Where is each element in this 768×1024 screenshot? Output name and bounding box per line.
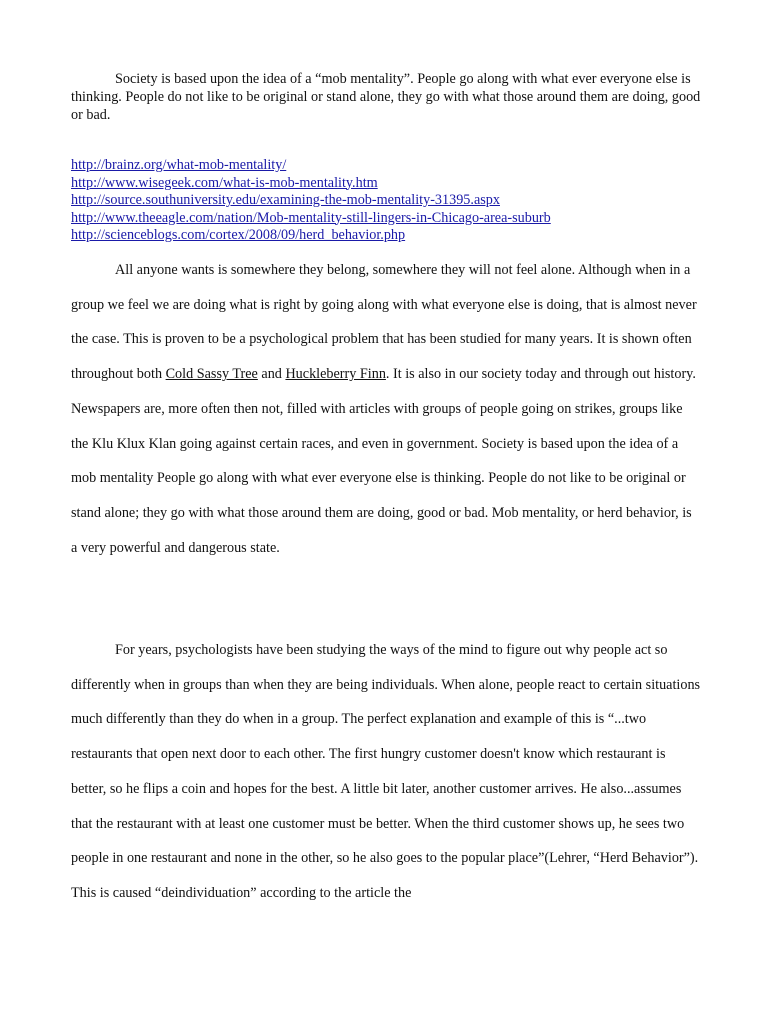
intro-paragraph-text: Society is based upon the idea of a “mob mentality”. People go along with what ever everyone else is thinking. People do not like to be original or stand alone, they go with what those around them are doing, good or bad. [71,71,701,123]
source-link-item [71,192,711,210]
source-link-scienceblogs[interactable]: http://scienceblogs.com/cortex/2008/09/herd_behavior.php [71,227,406,243]
body-paragraph-belonging [71,253,701,565]
source-links-list [71,157,711,245]
paragraph-text: . It is also in our society today and through out history. Newspapers are, more often then not, filled with articles with groups of people going on strikes, groups like the Klu Klux Klan going against certain races, and even in government. Society is based upon the idea of a mob mentality People go along with what ever everyone else is thinking. People do not like to be original or stand alone; they go with what those around them are doing, good or bad. Mob mentality, or herd behavior, is a very powerful and dangerous state. [71,366,696,556]
source-link-item [71,157,711,175]
source-link-brainz[interactable]: http://brainz.org/what-mob-mentality/ [71,157,287,173]
book-title-cold-sassy-tree: Cold Sassy Tree [165,366,258,383]
body-paragraph-psychologists [71,633,701,911]
intro-paragraph [71,70,701,124]
book-title-huckleberry-finn: Huckleberry Finn [285,366,386,383]
source-link-theeagle[interactable]: http://www.theeagle.com/nation/Mob-mentality-still-lingers-in-Chicago-area-suburb [71,209,551,226]
source-link-item [71,210,711,228]
source-link-item [71,227,711,245]
paragraph-text: All anyone wants is somewhere they belong, somewhere they will not feel alone. Although when in a group we feel we are doing what is right by going along with what everyone else is doing, that is almost never the case. This is proven to be a psychological problem that has been studied for many years. It is shown often throughout both [71,262,697,383]
source-link-wisegeek[interactable]: http://www.wisegeek.com/what-is-mob-mentality.htm [71,174,378,191]
source-link-southuniversity[interactable]: http://source.southuniversity.edu/examining-the-mob-mentality-31395.aspx [71,192,500,208]
paragraph-text: For years, psychologists have been studying the ways of the mind to figure out why people act so differently when in groups than when they are being individuals. When alone, people react to certain situations much differently than they do when in a group. The perfect explanation and example of this is “...two restaurants that open next door to each other. The first hungry customer doesn't know which restaurant is better, so he flips a coin and hopes for the best. A little bit later, another customer arrives. He also...assumes that the restaurant with at least one customer must be better. When the third customer shows up, he sees two people in one restaurant and none in the other, so he also goes to the popular place”(Lehrer, “Herd Behavior”). This is caused “deindividuation” according to the article the [71,642,701,901]
source-link-item [71,175,711,193]
paragraph-text: and [257,366,286,383]
